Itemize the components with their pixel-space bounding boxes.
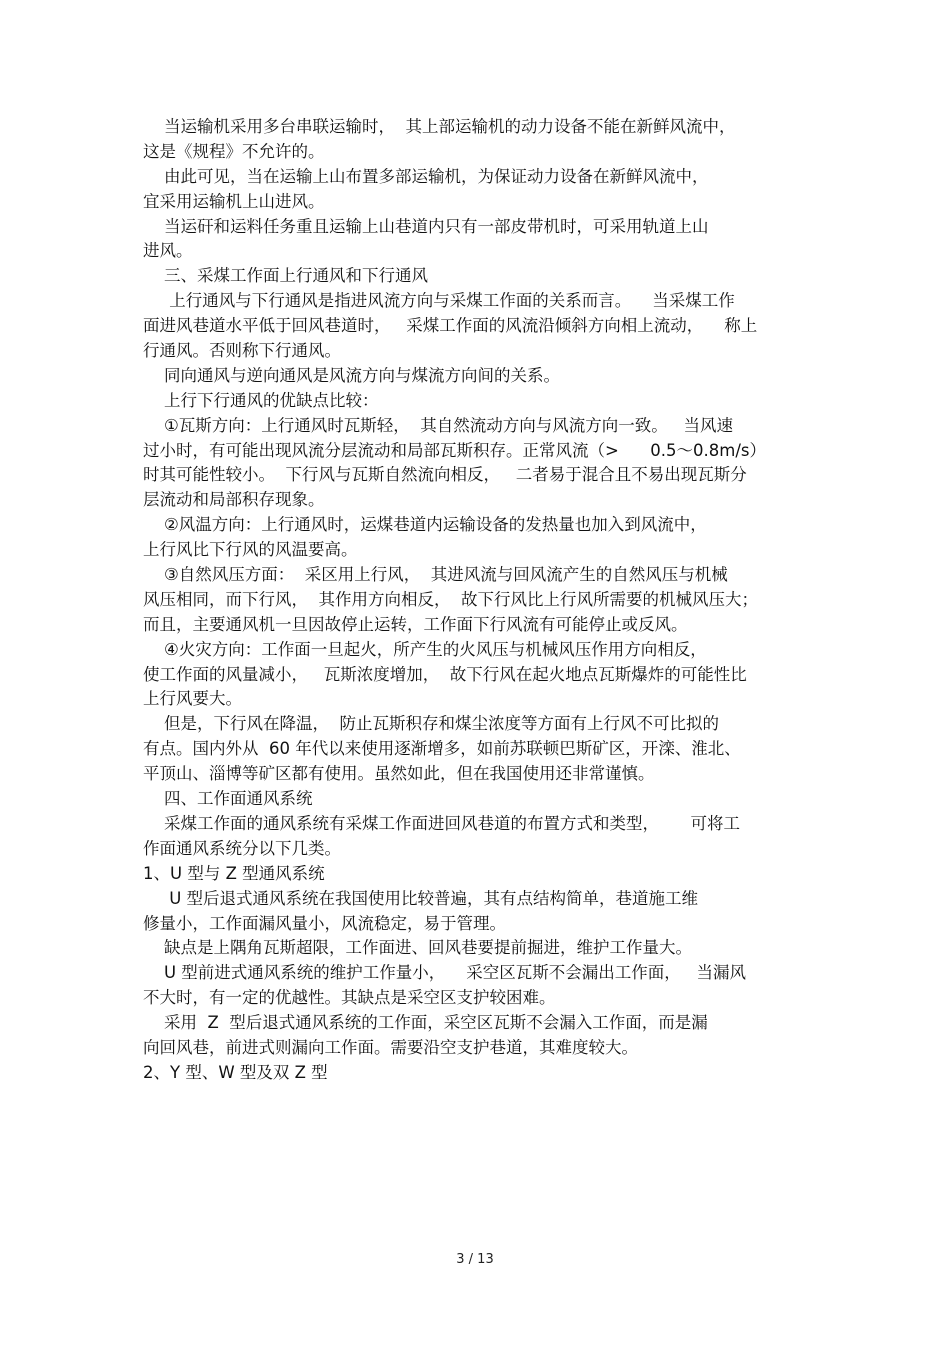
text-line: 同向通风与逆向通风是风流方向与煤流方向间的关系。	[143, 365, 560, 385]
page-number: 3 / 13	[456, 1252, 494, 1267]
text-line: 使工作面的风量减小， 瓦斯浓度增加， 故下行风在起火地点瓦斯爆炸的可能性比	[143, 664, 747, 684]
text-line: 作面通风系统分以下几类。	[143, 838, 341, 858]
text-line: 上行下行通风的优缺点比较：	[143, 390, 379, 410]
text-line: 当运矸和运料任务重且运输上山巷道内只有一部皮带机时，可采用轨道上山	[143, 216, 709, 236]
text-line: 缺点是上隅角瓦斯超限，工作面进、回风巷要提前掘进，维护工作量大。	[143, 938, 692, 958]
text-line: 上行通风与下行通风是指进风流方向与采煤工作面的关系而言。 当采煤工作	[143, 291, 735, 311]
text-line: 风压相同，而下行风， 其作用方向相反， 故下行风比上行风所需要的机械风压大；	[143, 589, 758, 609]
text-line: 四、工作面通风系统	[143, 789, 313, 809]
text-line: ④火灾方向：工作面一旦起火，所产生的火风压与机械风压作用方向相反，	[143, 639, 707, 659]
text-line: 面进风巷道水平低于回风巷道时， 采煤工作面的风流沿倾斜方向相上流动， 称上	[143, 316, 758, 336]
text-line: 有点。国内外从 60 年代以来使用逐渐增多，如前苏联顿巴斯矿区，开滦、淮北、	[143, 739, 741, 759]
text-line: 过小时，有可能出现风流分层流动和局部瓦斯积存。正常风流（> 0.5～0.8m/s）	[143, 440, 767, 460]
text-line: 宜采用运输机上山进风。	[143, 191, 325, 211]
text-line: U 型前进式通风系统的维护工作量小， 采空区瓦斯不会漏出工作面， 当漏风	[143, 963, 747, 983]
text-line: 这是《规程》不允许的。	[143, 141, 325, 161]
text-line: 1、U 型与 Z 型通风系统	[143, 863, 325, 883]
document-body	[143, 115, 808, 1086]
text-line: 当运输机采用多台串联运输时， 其上部运输机的动力设备不能在新鲜风流中，	[143, 117, 736, 136]
text-line: 平顶山、淄博等矿区都有使用。虽然如此，但在我国使用还非常谨慎。	[143, 764, 655, 784]
text-line: 由此可见，当在运输上山布置多部运输机，为保证动力设备在新鲜风流中，	[143, 166, 709, 186]
text-line: ②风温方向：上行通风时，运煤巷道内运输设备的发热量也加入到风流中，	[143, 515, 707, 535]
text-line: ①瓦斯方向：上行通风时瓦斯轻， 其自然流动方向与风流方向一致。 当风速	[143, 415, 733, 435]
text-line: 时其可能性较小。 下行风与瓦斯自然流向相反， 二者易于混合且不易出现瓦斯分	[143, 465, 747, 485]
text-line: 修量小，工作面漏风量小，风流稳定，易于管理。	[143, 913, 506, 933]
text-line: 行通风。否则称下行通风。	[143, 341, 341, 361]
text-line: 向回风巷，前进式则漏向工作面。需要沿空支护巷道，其难度较大。	[143, 1037, 638, 1057]
text-line: U 型后退式通风系统在我国使用比较普遍，其有点结构简单，巷道施工维	[143, 888, 699, 908]
text-line: 上行风要大。	[143, 689, 242, 709]
text-line: 采用 Z 型后退式通风系统的工作面，采空区瓦斯不会漏入工作面，而是漏	[143, 1013, 708, 1033]
text-line: 2、Y 型、W 型及双 Z 型	[143, 1062, 328, 1082]
text-line: 而且，主要通风机一旦因故停止运转，工作面下行风流有可能停止或反风。	[143, 614, 688, 634]
text-line: 上行风比下行风的风温要高。	[143, 540, 358, 560]
text-line: 采煤工作面的通风系统有采煤工作面进回风巷道的布置方式和类型， 可将工	[143, 813, 740, 833]
text-line: 进风。	[143, 241, 193, 261]
text-line: 不大时，有一定的优越性。其缺点是采空区支护较困难。	[143, 988, 556, 1008]
text-line: 但是，下行风在降温， 防止瓦斯积存和煤尘浓度等方面有上行风不可比拟的	[143, 714, 719, 734]
text-line: ③自然风压方面： 采区用上行风， 其进风流与回风流产生的自然风压与机械	[143, 565, 728, 585]
text-line: 三、采煤工作面上行通风和下行通风	[143, 266, 428, 286]
text-line: 层流动和局部积存现象。	[143, 490, 325, 510]
